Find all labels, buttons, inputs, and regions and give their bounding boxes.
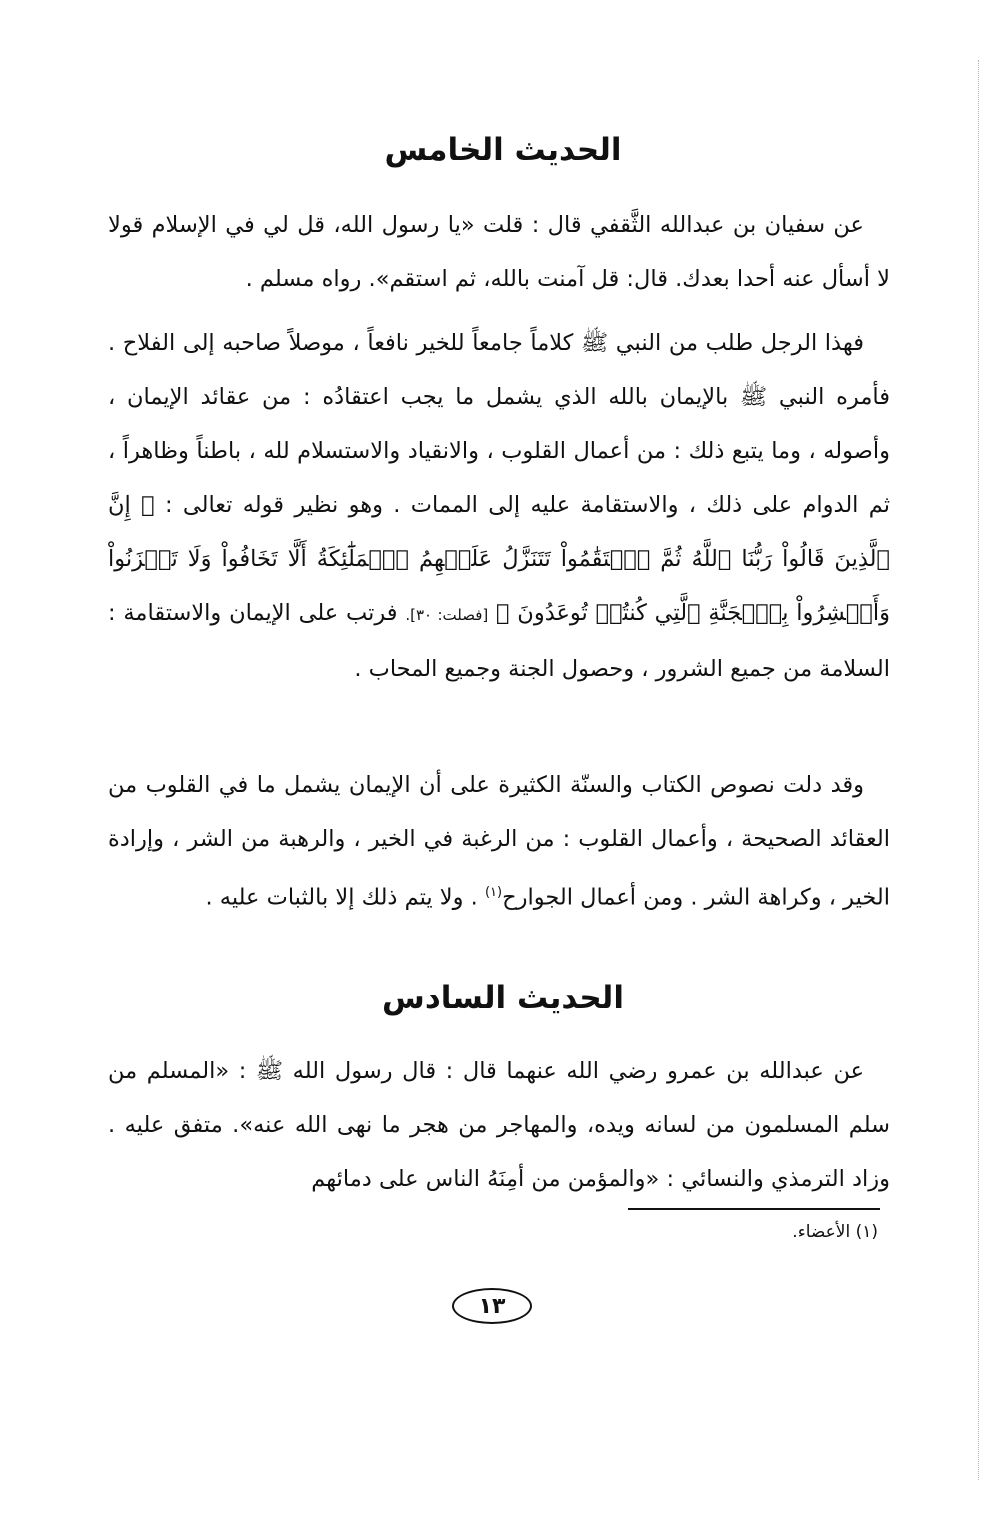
verse-reference: [فصلت: ٣٠]. <box>405 606 489 624</box>
page-number: ١٣ <box>452 1288 532 1324</box>
footnote: (١) الأعضاء. <box>792 1222 878 1242</box>
quran-verse: ﴿ إِنَّ ٱلَّذِينَ قَالُواْ رَبُّنَا ٱللَّهُ ثُمَّ ٱسۡتَقَٰمُواْ تَتَنَزَّلُ عَلَيۡهِمُ ٱلۡمَلَٰٓئِكَةُ أَلَّا تَخَافُواْ وَلَا تَحۡزَنُواْ وَأَبۡشِرُواْ بِٱلۡجَنَّةِ ٱلَّتِي كُنتُمۡ تُوعَدُونَ ﴾ <box>108 492 891 626</box>
footnote-divider <box>628 1208 880 1210</box>
hadith-6-text: عن عبدالله بن عمرو رضي الله عنهما قال : قال رسول الله ﷺ : «المسلم من سلم المسلمون من لسانه ويده، والمهاجر من هجر ما نهى الله عنه». متفق عليه . وزاد الترمذي والنسائي : «والمؤمن من أمِنَهُ الناس على دمائهم <box>108 1058 890 1192</box>
hadith-5-text: عن سفيان بن عبدالله الثَّقفي قال : قلت «يا رسول الله، قل لي في الإسلام قولا لا أسأل عنه أحدا بعدك. قال: قل آمنت بالله، ثم استقم». رواه مسلم . <box>108 212 890 292</box>
verse-explanation: فرتب على الإيمان والاستقامة : السلامة من جميع الشرور ، وحصول الجنة وجميع المحاب . <box>108 600 890 682</box>
footnote-marker: (١) <box>484 885 503 900</box>
hadith-5-commentary-2: وقد دلت نصوص الكتاب والسنّة الكثيرة على أن الإيمان يشمل ما في القلوب من العقائد الصحيحة ، وأعمال القلوب : من الرغبة في الخير ، والرهبة من الشر ، وإرادة الخير ، وكراهة الشر . ومن أعمال الجوارح$^{(١)}$ . ولا يتم ذلك إلا بالثبات عليه . <box>108 772 890 911</box>
hadith-5-title: الحديث الخامس <box>384 132 622 168</box>
hadith-5-commentary: فهذا الرجل طلب من النبي ﷺ كلاماً جامعاً للخير نافعاً ، موصلاً صاحبه إلى الفلاح . فأمره النبي ﷺ بالإيمان بالله الذي يشمل ما يجب اعتقادُه : من عقائد الإيمان ، وأصوله ، وما يتبع ذلك : من أعمال القلوب ، والانقياد والاستسلام لله ، باطناً وظاهراً ، ثم الدوام على ذلك ، والاستقامة عليه إلى الممات . وهو نظير قوله تعالى : ﴿ إِنَّ ٱلَّذِينَ قَالُواْ رَبُّنَا ٱللَّهُ ثُمَّ ٱسۡتَقَٰمُواْ تَتَنَزَّلُ عَلَيۡهِمُ ٱلۡمَلَٰٓئِكَةُ أَلَّا تَخَافُواْ وَلَا تَحۡزَنُواْ وَأَبۡشِرُواْ بِٱلۡجَنَّةِ ٱلَّتِي كُنتُمۡ تُوعَدُونَ ﴾ [فصلت: ٣٠]. فرتب على الإيمان والاستقامة : السلامة من جميع الشرور ، وحصول الجنة وجميع المحاب . <box>108 330 891 682</box>
hadith-6-title: الحديث السادس <box>382 980 624 1016</box>
scan-edge-dotted-line <box>978 60 979 1480</box>
